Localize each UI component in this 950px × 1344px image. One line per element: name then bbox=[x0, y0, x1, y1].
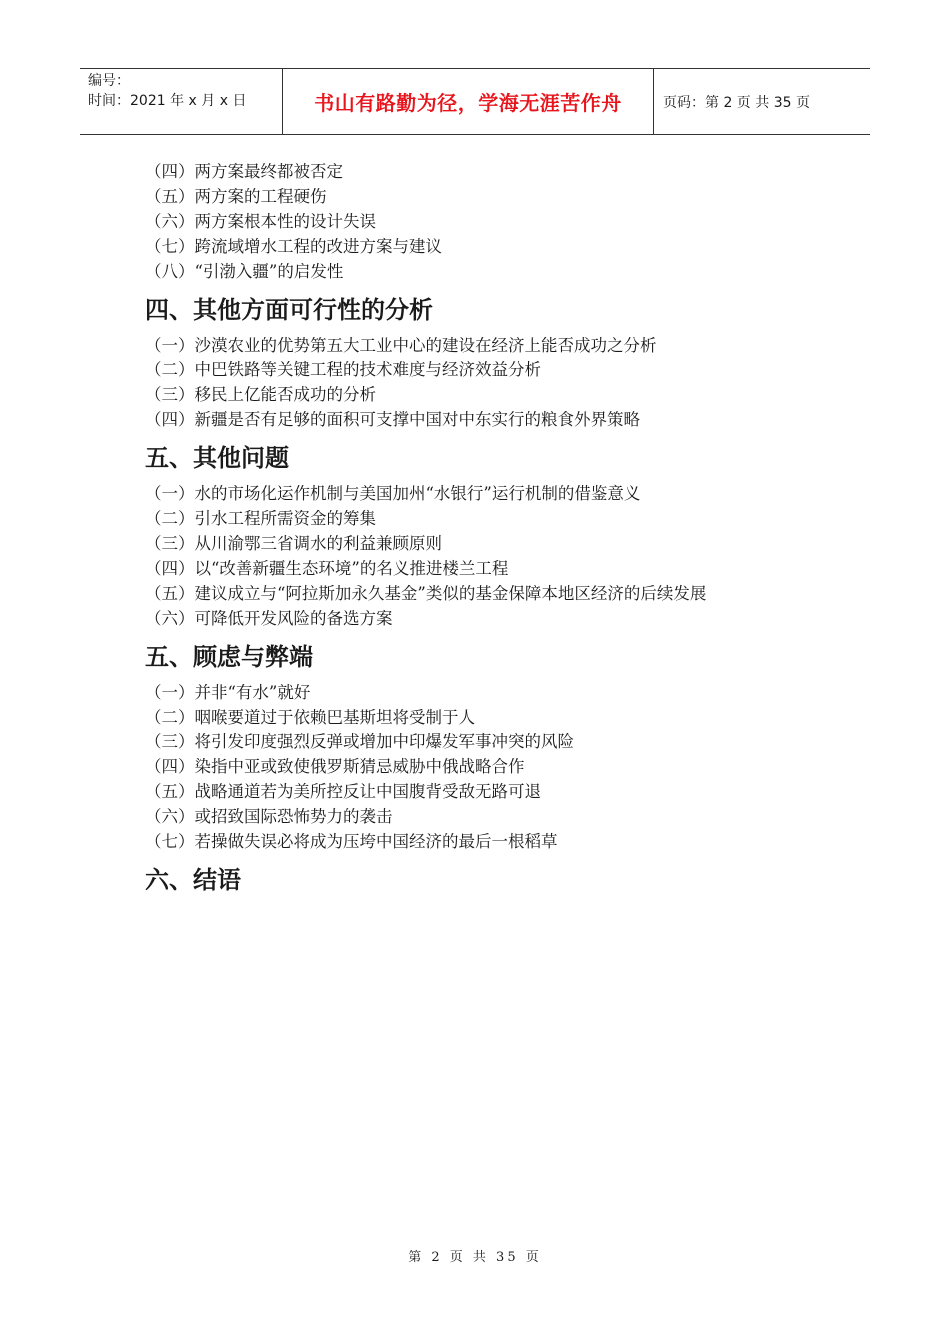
time-label: 时间：2021 年 x 月 x 日 bbox=[88, 93, 247, 109]
outline-item: （四）染指中亚或致使俄罗斯猜忌威胁中俄战略合作 bbox=[145, 757, 525, 777]
section-heading: 六、结语 bbox=[145, 865, 241, 894]
outline-item: （四）新疆是否有足够的面积可支撑中国对中东实行的粮食外界策略 bbox=[145, 410, 640, 430]
header-meta bbox=[80, 69, 282, 134]
outline-item: （一）水的市场化运作机制与美国加州“水银行”运行机制的借鉴意义 bbox=[145, 484, 641, 504]
outline-item: （三）从川渝鄂三省调水的利益兼顾原则 bbox=[145, 533, 442, 553]
outline-item: （七）若操做失误必将成为压垮中国经济的最后一根稻草 bbox=[145, 832, 558, 852]
outline-item: （六）或招致国际恐怖势力的袭击 bbox=[145, 807, 393, 827]
outline-item: （二）引水工程所需资金的筹集 bbox=[145, 509, 376, 529]
outline-item: （二）咽喉要道过于依赖巴基斯坦将受制于人 bbox=[145, 707, 475, 727]
outline-item: （三）将引发印度强烈反弹或增加中印爆发军事冲突的风险 bbox=[145, 732, 574, 752]
section-heading: 四、其他方面可行性的分析 bbox=[145, 295, 433, 324]
document-body bbox=[145, 160, 805, 904]
outline-item: （四）两方案最终都被否定 bbox=[145, 162, 343, 181]
outline-item: （四）以“改善新疆生态环境”的名义推进楼兰工程 bbox=[145, 558, 509, 578]
outline-item: （八）“引渤入疆”的启发性 bbox=[145, 261, 344, 281]
outline-item: （二）中巴铁路等关键工程的技术难度与经济效益分析 bbox=[145, 360, 541, 380]
outline-item: （五）两方案的工程硬伤 bbox=[145, 186, 327, 206]
section-heading: 五、顾虑与弊端 bbox=[145, 642, 313, 671]
page-footer: 第 2 页 共 35 页 bbox=[408, 1250, 542, 1265]
outline-item: （一）沙漠农业的优势第五大工业中心的建设在经济上能否成功之分析 bbox=[145, 335, 657, 355]
outline-item: （五）建议成立与“阿拉斯加永久基金”类似的基金保障本地区经济的后续发展 bbox=[145, 583, 707, 603]
section-heading: 五、其他问题 bbox=[145, 444, 289, 473]
outline-item: （六）可降低开发风险的备选方案 bbox=[145, 608, 393, 628]
header-page-info: 页码：第 2 页 共 35 页 bbox=[663, 94, 810, 111]
outline-item: （三）移民上亿能否成功的分析 bbox=[145, 385, 376, 405]
outline-item: （七）跨流域增水工程的改进方案与建议 bbox=[145, 236, 442, 256]
page-header bbox=[80, 68, 870, 135]
header-motto: 书山有路勤为径，学海无涯苦作舟 bbox=[282, 69, 654, 134]
number-label: 编号： bbox=[88, 73, 130, 89]
outline-item: （六）两方案根本性的设计失误 bbox=[145, 211, 376, 231]
outline-item: （一）并非“有水”就好 bbox=[145, 682, 311, 702]
outline-item: （五）战略通道若为美所控反让中国腹背受敌无路可退 bbox=[145, 782, 541, 802]
